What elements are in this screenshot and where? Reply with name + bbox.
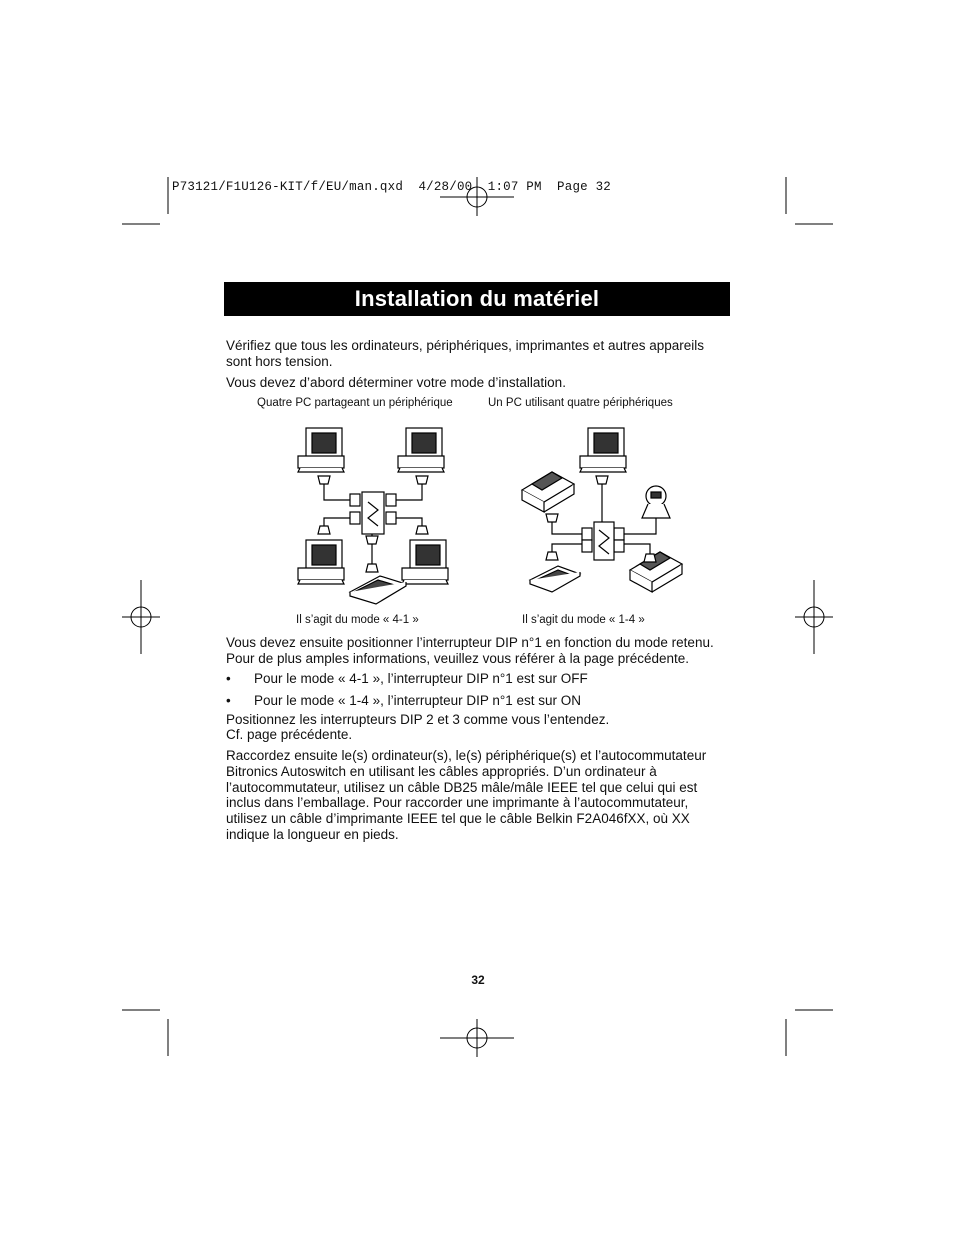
bullet-symbol: • xyxy=(226,693,231,708)
computer-icon xyxy=(298,428,344,472)
diagram-four-pc-one-peripheral xyxy=(292,424,452,610)
bullet-symbol: • xyxy=(226,671,231,686)
computer-icon xyxy=(298,540,344,584)
scanner-icon xyxy=(530,566,580,592)
computer-icon xyxy=(402,540,448,584)
diagram-one-pc-four-peripherals xyxy=(516,424,688,602)
computer-icon xyxy=(580,428,626,472)
dip-paragraph-line-2: Pour de plus amples informations, veuillez vous référer à la page précédente. xyxy=(226,651,690,666)
autoswitch-box xyxy=(362,492,384,534)
page-number: 32 xyxy=(471,973,485,987)
dip23-line-2: Cf. page précédente. xyxy=(226,727,353,742)
list-item xyxy=(226,671,731,687)
computer-icon xyxy=(398,428,444,472)
modem-icon xyxy=(642,486,670,518)
dip23-line-1: Positionnez les interrupteurs DIP 2 et 3 comme vous l’entendez. xyxy=(226,712,610,727)
connection-paragraph: Raccordez ensuite le(s) ordinateur(s), le(s) périphérique(s) et l’autocommutateur Bitronics Autoswitch en utilisant les câbles appropriés. D’un ordinateur à l’autocommutateur, utilisez un câble DB25 mâle/mâle IEEE tel que celui qui est inclus dans l’emballage. Pour raccorder une imprimante à l’autocommutateur, utilisez un câble d’imprimante IEEE tel que le câble Belkin F2A046fXX, où XX indique la longueur en pieds. xyxy=(226,748,707,842)
diagram-right-caption: Il s’agit du mode « 1-4 » xyxy=(522,614,645,626)
page-title-bar xyxy=(224,282,730,316)
intro-paragraph-2: Vous devez d’abord déterminer votre mode d’installation. xyxy=(226,375,566,390)
dip-paragraph-line-1: Vous devez ensuite positionner l’interrupteur DIP n°1 en fonction du mode retenu. xyxy=(226,635,714,650)
page-title: Installation du matériel xyxy=(354,286,600,311)
bullet-text: Pour le mode « 1-4 », l’interrupteur DIP n°1 est sur ON xyxy=(254,693,582,708)
printer-icon xyxy=(630,552,682,592)
diagram-left-caption: Il s’agit du mode « 4-1 » xyxy=(296,614,419,626)
bullet-text: Pour le mode « 4-1 », l’interrupteur DIP n°1 est sur OFF xyxy=(254,671,588,686)
intro-paragraph-1: Vérifiez que tous les ordinateurs, périphériques, imprimantes et autres appareils sont hors tension. xyxy=(226,338,704,369)
printer-icon xyxy=(522,472,574,512)
list-item xyxy=(226,693,731,709)
peripheral-icon xyxy=(350,576,406,604)
print-slug-line: P73121/F1U126-KIT/f/EU/man.qxd 4/28/00 1:07 PM Page 32 xyxy=(172,180,611,194)
autoswitch-box xyxy=(594,522,614,560)
diagram-right-heading: Un PC utilisant quatre périphériques xyxy=(488,397,673,409)
diagram-left-heading: Quatre PC partageant un périphérique xyxy=(257,397,453,409)
